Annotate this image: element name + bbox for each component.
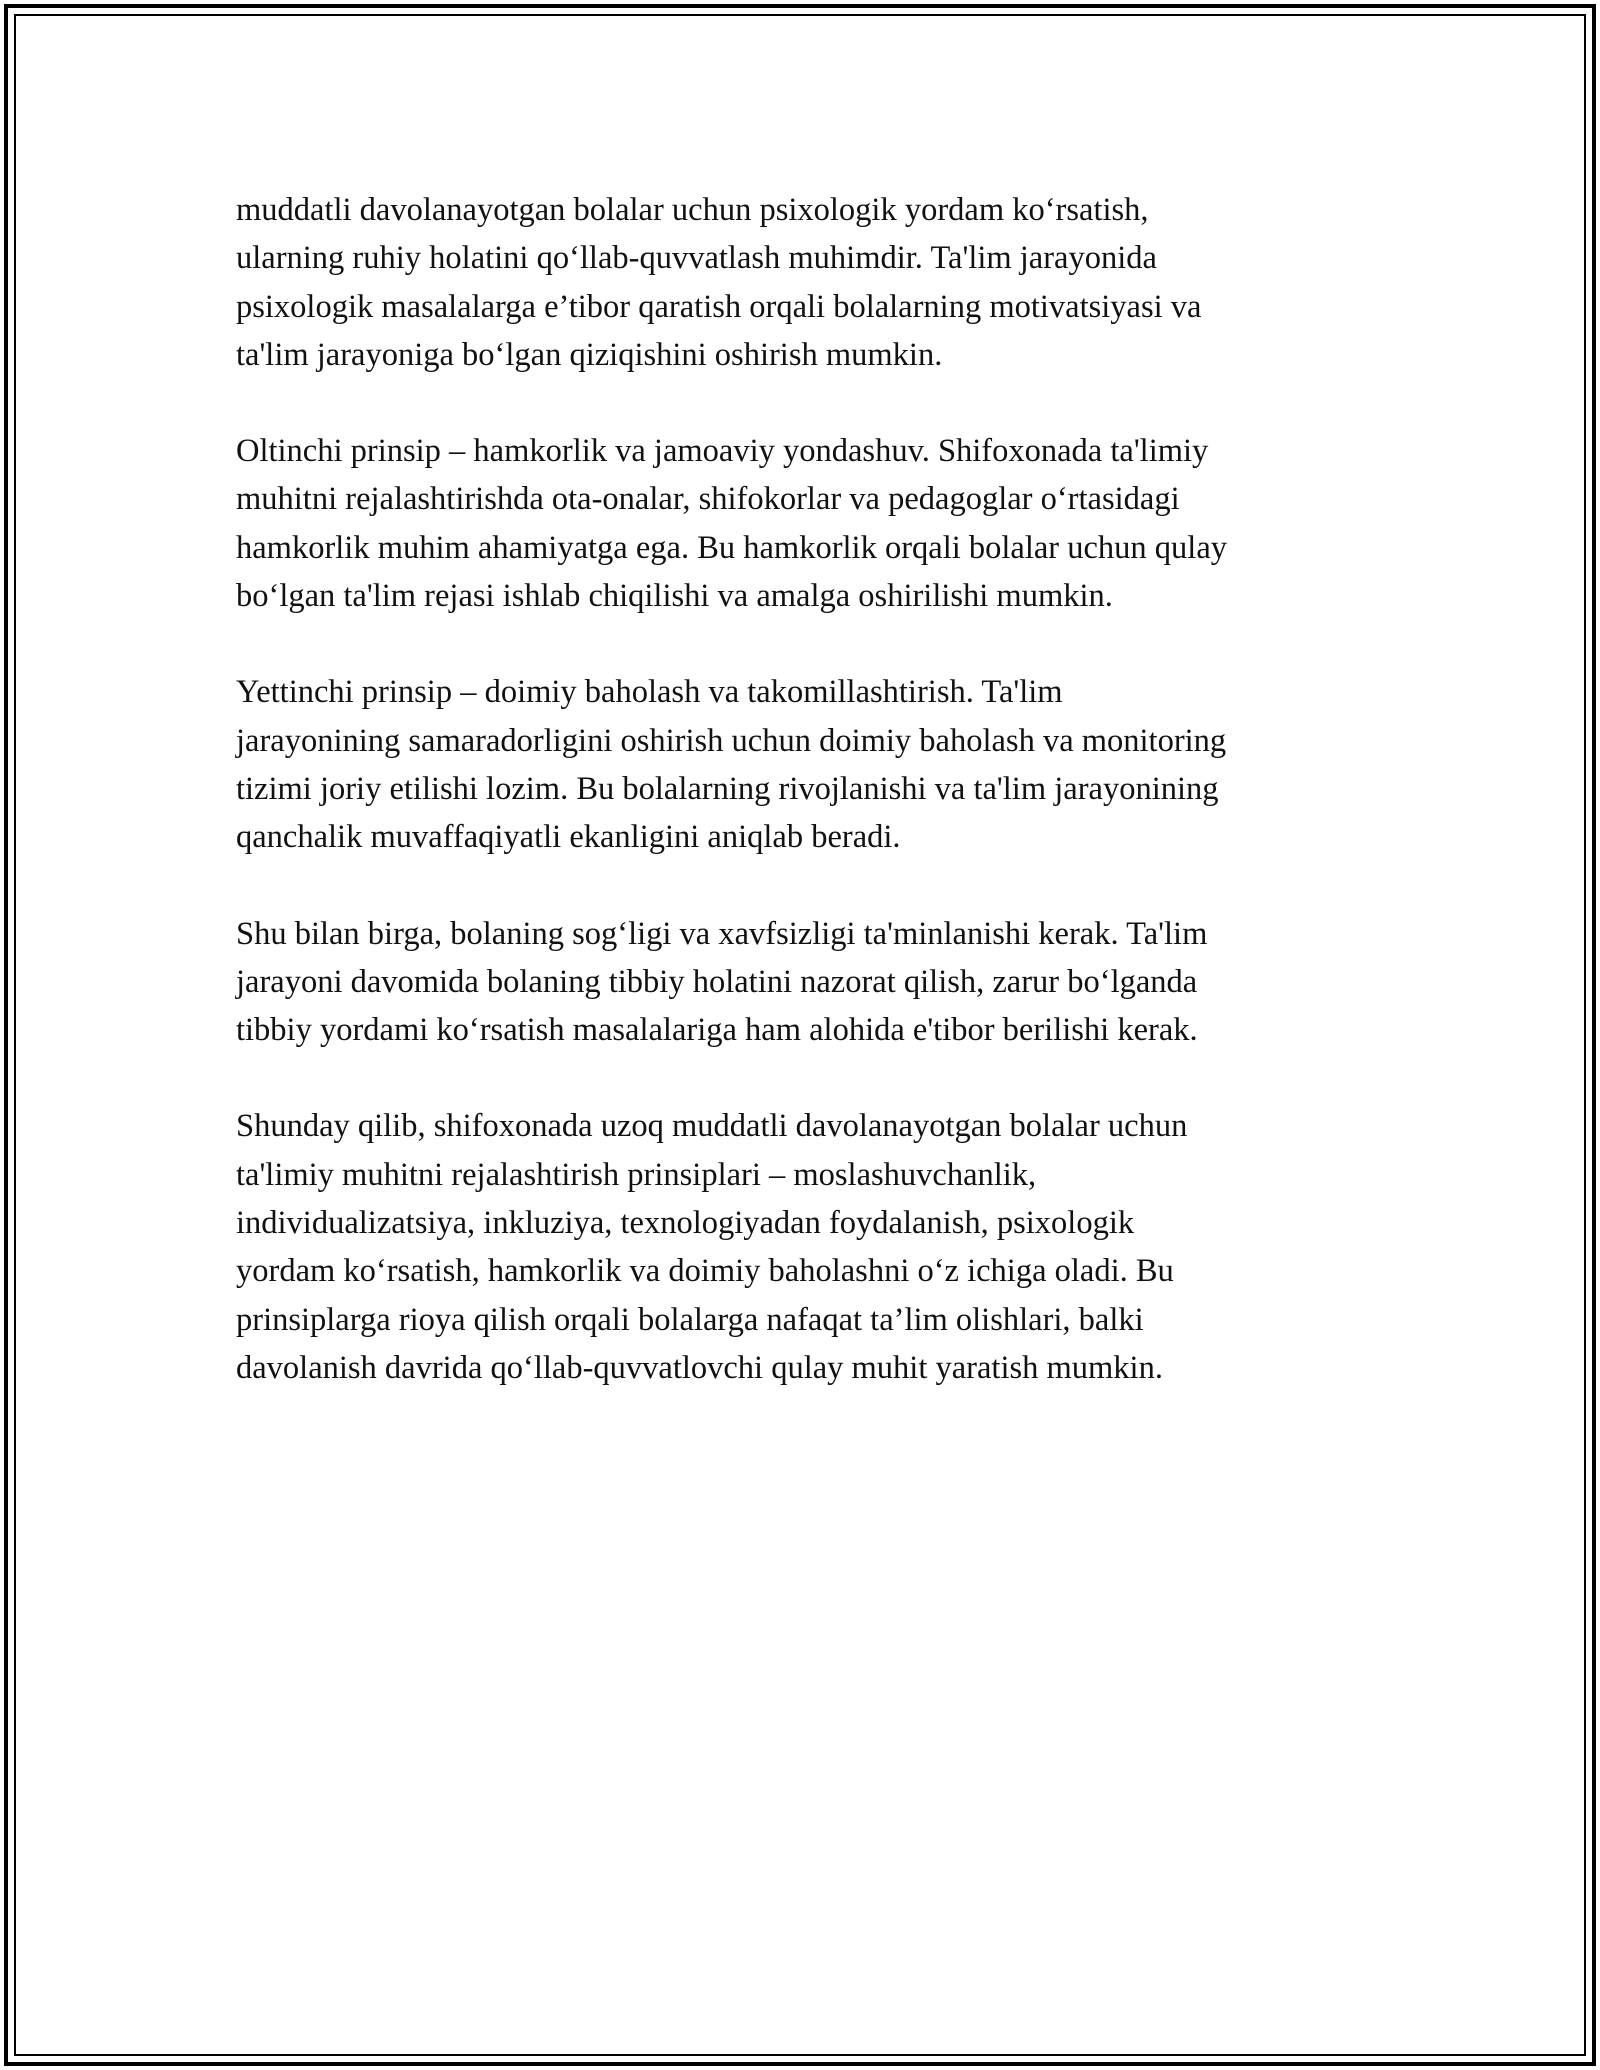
- paragraph-seventh-principle: Yettinchi prinsip – doimiy baholash va takomillashtirish. Ta'lim jarayonining samaradorligini oshirish uchun doimiy baholash va monitoring tizimi joriy etilishi lozim. Bu bolalarning rivojlanishi va ta'lim jarayonining qanchalik muvaffaqiyatli ekanligini aniqlab beradi.: [236, 674, 1227, 856]
- paragraph-sixth-principle: Oltinchi prinsip – hamkorlik va jamoaviy yondashuv. Shifoxonada ta'limiy muhitni rejalashtirishda ota-onalar, shifokorlar va pedagoglar o‘rtasidagi hamkorlik muhim ahamiyatga ega. Bu hamkorlik orqali bolalar uchun qulay bo‘lgan ta'lim rejasi ishlab chiqilishi va amalga oshirilishi mumkin.: [236, 433, 1227, 615]
- document-body: [236, 186, 1366, 1440]
- paragraph-psychological-support: muddatli davolanayotgan bolalar uchun psixologik yordam ko‘rsatish, ularning ruhiy holatini qo‘llab-quvvatlash muhimdir. Ta'lim jarayonida psixologik masalalarga e’tibor qaratish orqali bolalarning motivatsiyasi va ta'lim jarayoniga bo‘lgan qiziqishini oshirish mumkin.: [236, 192, 1202, 373]
- paragraph-health-safety: Shu bilan birga, bolaning sog‘ligi va xavfsizligi ta'minlanishi kerak. Ta'lim jarayoni davomida bolaning tibbiy holatini nazorat qilish, zarur bo‘lganda tibbiy yordami ko‘rsatish masalalariga ham alohida e'tibor berilishi kerak.: [236, 915, 1208, 1049]
- paragraph-conclusion: Shunday qilib, shifoxonada uzoq muddatli davolanayotgan bolalar uchun ta'limiy muhitni rejalashtirish prinsiplari – moslashuvchanlik, individualizatsiya, inkluziya, texnologiyadan foydalanish, psixologik yordam ko‘rsatish, hamkorlik va doimiy baholashni o‘z ichiga oladi. Bu prinsiplarga rioya qilish orqali bolalarga nafaqat ta’lim olishlari, balki davolanish davrida qo‘llab-quvvatlovchi qulay muhit yaratish mumkin.: [236, 1108, 1188, 1386]
